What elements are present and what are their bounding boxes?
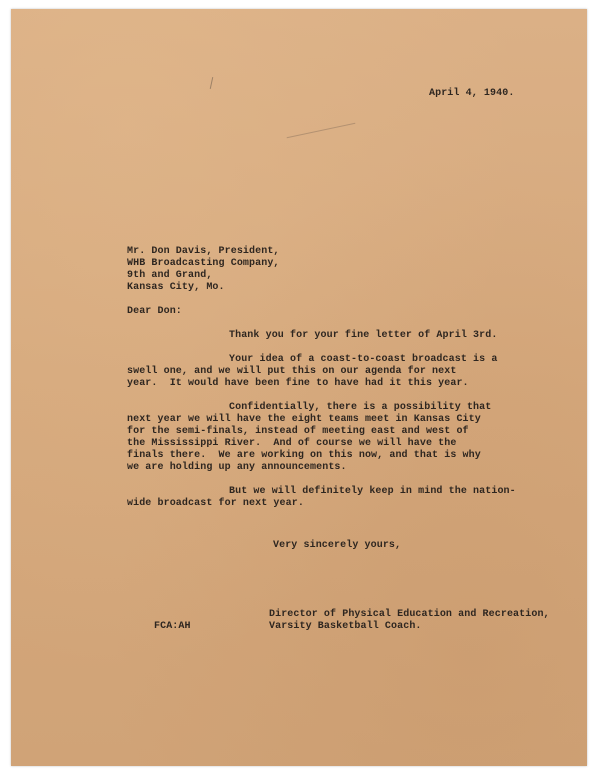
signature-title-line-2: Varsity Basketball Coach. (269, 621, 422, 632)
address-line-3: 9th and Grand, (127, 270, 213, 281)
paragraph-3-line-4: the Mississippi River. And of course we will have the (127, 438, 457, 449)
letter-page (11, 9, 587, 766)
letter-date: April 4, 1940. (429, 88, 515, 99)
paragraph-3-line-2: next year we will have the eight teams meet in Kansas City (127, 414, 481, 425)
paragraph-3-line-3: for the semi-finals, instead of meeting east and west of (127, 426, 469, 437)
paragraph-2-line-3: year. It would have been fine to have had it this year. (127, 378, 469, 389)
paragraph-2-line-2: swell one, and we will put this on our agenda for next (127, 366, 457, 377)
signature-title-line-1: Director of Physical Education and Recreation, (269, 609, 550, 620)
paragraph-4-line-2: wide broadcast for next year. (127, 498, 304, 509)
reference-initials: FCA:AH (154, 621, 191, 632)
paragraph-3-line-6: we are holding up any announcements. (127, 462, 347, 473)
address-line-4: Kansas City, Mo. (127, 282, 225, 293)
address-line-2: WHB Broadcasting Company, (127, 258, 280, 269)
pencil-stroke (287, 123, 356, 139)
paragraph-1-line-1: Thank you for your fine letter of April 3rd. (229, 330, 498, 341)
salutation: Dear Don: (127, 306, 182, 317)
paragraph-2-line-1: Your idea of a coast-to-coast broadcast is a (229, 354, 498, 365)
closing: Very sincerely yours, (273, 540, 402, 551)
paragraph-4-line-1: But we will definitely keep in mind the nation- (229, 486, 516, 497)
paragraph-3-line-1: Confidentially, there is a possibility that (229, 402, 492, 413)
pencil-mark (210, 77, 213, 89)
address-line-1: Mr. Don Davis, President, (127, 246, 280, 257)
paragraph-3-line-5: finals there. We are working on this now, and that is why (127, 450, 481, 461)
